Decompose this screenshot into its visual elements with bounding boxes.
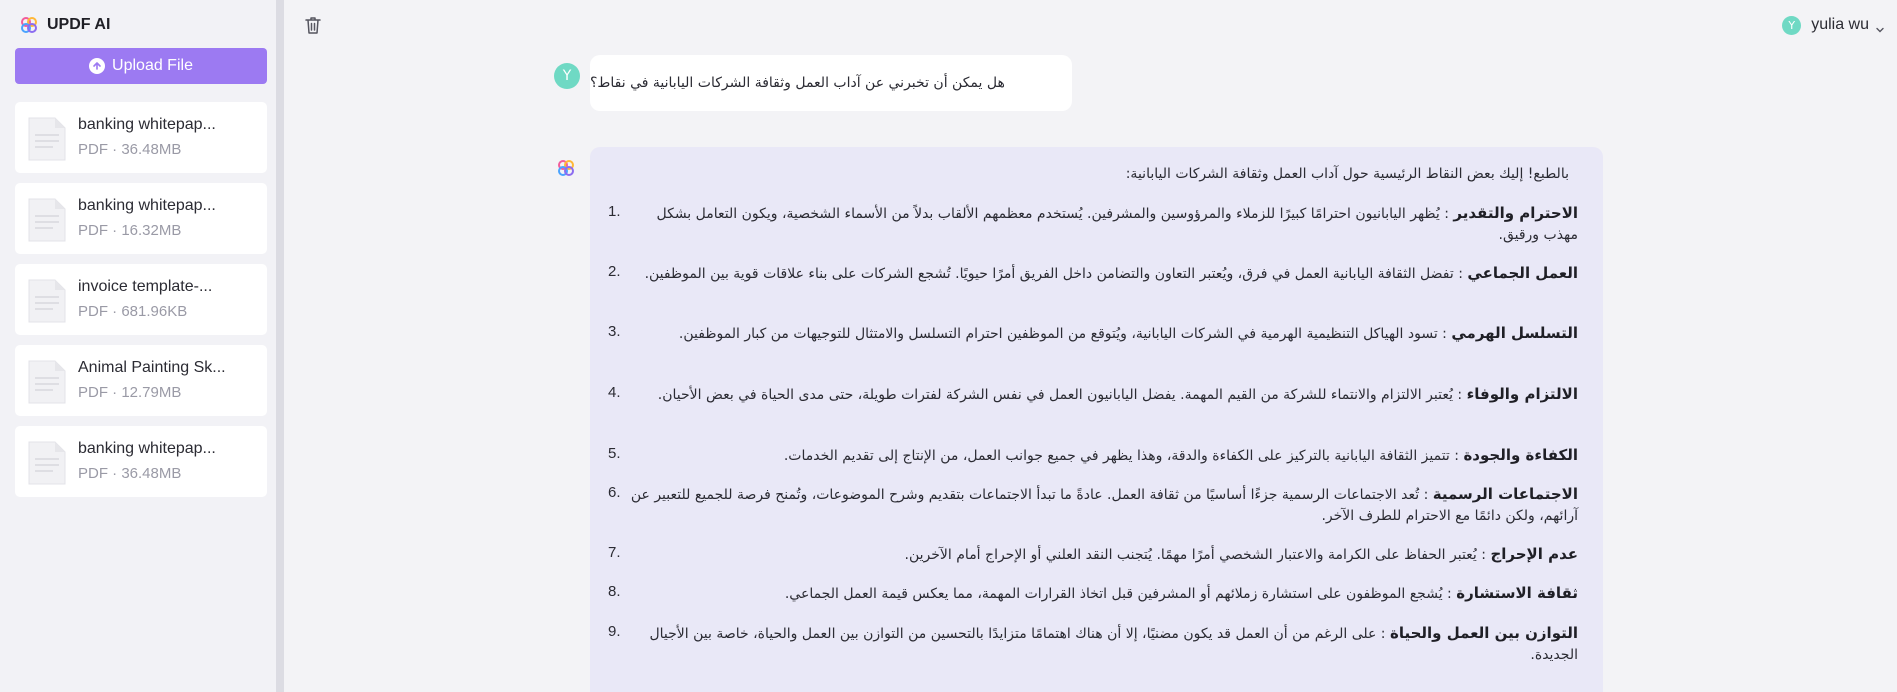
file-meta: PDF · 681.96KB [78,303,188,320]
list-number: 1. [608,203,621,220]
avatar: Y [1782,16,1801,35]
list-item-body: : تفضل الثقافة اليابانية العمل في فرق، ويُعتبر التعاون والتضامن داخل الفريق أمرًا حيويًا. تُشجع الشركات على بناء علاقات قوية بين الموظفين. [644,266,1463,282]
list-item-term: عدم الإحراج [1490,545,1578,563]
list-item-term: الاجتماعات الرسمية [1432,485,1578,503]
chevron-down-icon [1875,20,1885,30]
file-meta: PDF · 36.48MB [78,465,182,482]
list-number: 7. [608,544,621,561]
file-meta: PDF · 36.48MB [78,141,182,158]
pdf-file-icon [27,197,67,243]
pdf-file-icon [27,440,67,486]
file-list [15,102,267,507]
list-item-term: ثقافة الاستشارة [1456,584,1578,602]
list-item-text [626,384,1578,406]
list-number: 4. [608,384,621,401]
user-menu[interactable] [1782,14,1885,36]
file-item[interactable] [15,345,267,416]
list-item-body: : على الرغم من أن العمل قد يكون مضنيًا، إلا أن هناك اهتمامًا متزايدًا بالتحسين من التوازن بين العمل والحياة، خاصة بين الأجيال الجديدة. [649,626,1578,663]
file-item[interactable] [15,183,267,254]
list-item-text [626,484,1578,527]
sidebar-divider[interactable] [276,0,284,692]
sidebar [0,0,276,692]
list-number: 8. [608,583,621,600]
list-item-term: الالتزام والوفاء [1466,385,1578,403]
answer-bubble [590,147,1603,692]
list-item-body: : يُعتبر الحفاظ على الكرامة والاعتبار الشخصي أمرًا مهمًا. يُتجنب النقد العلني أو الإحراج أمام الآخرين. [904,547,1486,563]
question-text: هل يمكن أن تخبرني عن آداب العمل وثقافة الشركات اليابانية في نقاط؟ [590,75,1005,91]
list-item-text [626,623,1578,666]
list-number: 3. [608,323,621,340]
list-item-text [626,263,1578,285]
list-item-body: : تتميز الثقافة اليابانية بالتركيز على الكفاءة والدقة، وهذا يظهر في جميع جوانب العمل، من الإنتاج إلى تقديم الخدمات. [783,448,1459,464]
brand-name: UPDF AI [47,16,111,33]
ai-assistant-icon [557,159,575,177]
list-number: 5. [608,445,621,462]
updf-logo-icon [20,16,38,34]
list-item-body: : يُشجع الموظفون على استشارة زملائهم أو المشرفين قبل اتخاذ القرارات المهمة، مما يعكس قيمة العمل الجماعي. [784,586,1452,602]
upload-file-label: Upload File [112,57,193,74]
pdf-file-icon [27,278,67,324]
pdf-file-icon [27,359,67,405]
file-name: banking whitepap... [78,440,216,457]
answer-intro: بالطبع! إليك بعض النقاط الرئيسية حول آداب العمل وثقافة الشركات اليابانية: [1125,166,1569,182]
question-bubble [590,55,1072,111]
file-name: Animal Painting Sk... [78,359,226,376]
list-item-term: التسلسل الهرمي [1451,324,1578,342]
brand [20,14,110,36]
file-item[interactable] [15,264,267,335]
file-item[interactable] [15,426,267,497]
list-item-body: : يُظهر اليابانيون احترامًا كبيرًا للزملاء والمرؤوسين والمشرفين. يُستخدم معظمهم الألقاب بدلاً من الأسماء الشخصية، ويكون التعامل بشكل مهذب ورقيق. [656,206,1578,243]
trash-icon[interactable] [304,15,322,35]
list-item-text [626,445,1578,467]
list-number: 9. [608,623,621,640]
file-meta: PDF · 12.79MB [78,384,182,401]
list-item-term: الكفاءة والجودة [1463,446,1578,464]
list-item-term: العمل الجماعي [1467,264,1578,282]
list-number: 2. [608,263,621,280]
list-item-text [626,323,1578,345]
user-name: yulia wu [1811,16,1869,33]
file-name: banking whitepap... [78,197,216,214]
list-number: 6. [608,484,621,501]
file-item[interactable] [15,102,267,173]
upload-arrow-icon [89,58,105,74]
file-name: invoice template-... [78,278,213,295]
upload-file-button[interactable] [15,48,267,84]
file-meta: PDF · 16.32MB [78,222,182,239]
file-name: banking whitepap... [78,116,216,133]
question-avatar: Y [554,63,580,89]
pdf-file-icon [27,116,67,162]
list-item-text [626,544,1578,566]
list-item-term: التوازن بين العمل والحياة [1389,624,1578,642]
list-item-text [626,203,1578,246]
list-item-body: : تُعد الاجتماعات الرسمية جزءًا أساسيًا من ثقافة العمل. عادةً ما تبدأ الاجتماعات بتقديم وشرح الموضوعات، وتُمنح فرصة للجميع للتعبير عن آرائهم، ولكن دائمًا مع الاحترام للطرف الآخر. [630,487,1578,524]
list-item-body: : تسود الهياكل التنظيمية الهرمية في الشركات اليابانية، ويُتوقع من الموظفين احترام التسلسل والامتثال للتوجيهات من كبار الموظفين. [678,326,1447,342]
list-item-term: الاحترام والتقدير [1453,204,1578,222]
list-item-body: : يُعتبر الالتزام والانتماء للشركة من القيم المهمة. يفضل اليابانيون العمل في نفس الشركة لفترات طويلة، حتى مدى الحياة في بعض الأحيان. [657,387,1463,403]
list-item-text [626,583,1578,605]
